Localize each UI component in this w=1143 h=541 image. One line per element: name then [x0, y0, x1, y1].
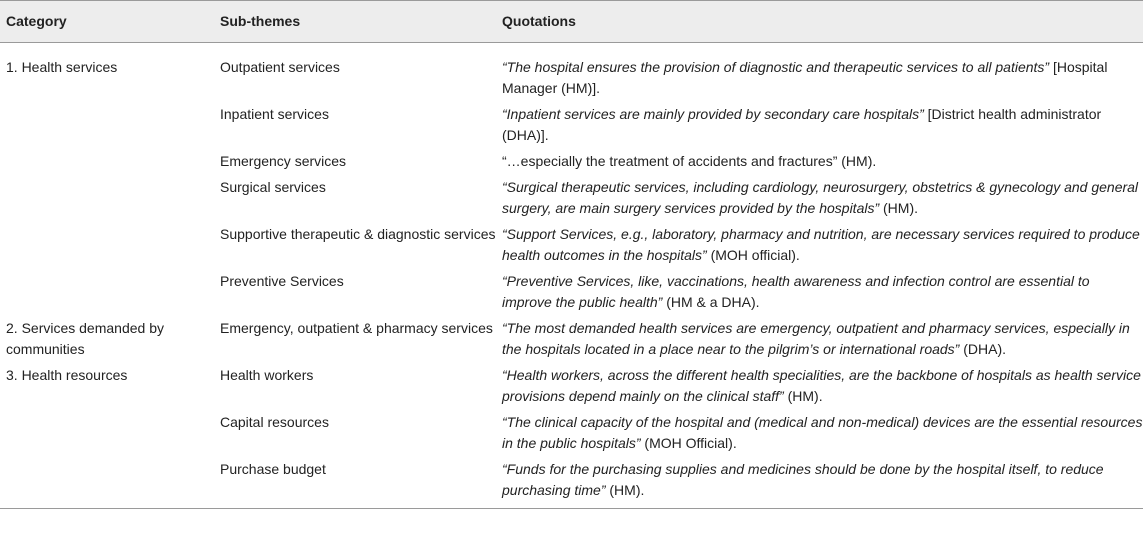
quotation-text: “Health workers, across the different health specialities, are the backbone of hospitals as health service provisions depend mainly on the clinical staff”	[502, 367, 1141, 404]
table-body	[0, 43, 1143, 509]
category-cell	[0, 149, 214, 175]
category-cell	[0, 269, 214, 316]
quotation-cell	[496, 363, 1143, 410]
quotation-text: “Support Services, e.g., laboratory, pharmacy and nutrition, are necessary services required to produce health outcomes in the hospitals”	[502, 226, 1140, 263]
sub-theme-cell: Inpatient services	[220, 106, 329, 122]
category-cell: 2. Services demanded by communities	[6, 320, 164, 357]
header-row	[0, 1, 1143, 43]
quotation-cell	[496, 410, 1143, 457]
category-cell	[0, 457, 214, 509]
quotation-text: “Funds for the purchasing supplies and medicines should be done by the hospital itself, to reduce purchasing time”	[502, 461, 1104, 498]
table-row	[0, 316, 1143, 363]
sub-theme-cell: Health workers	[220, 367, 314, 383]
quotation-attribution: [Hospital Manager (HM)].	[502, 59, 1108, 96]
table-row	[0, 410, 1143, 457]
quotation-attribution: [District health administrator (DHA)].	[502, 106, 1102, 143]
table-row	[0, 269, 1143, 316]
category-cell	[0, 175, 214, 222]
quotation-attribution: “…especially the treatment of accidents and fractures” (HM).	[502, 153, 877, 169]
sub-theme-cell: Outpatient services	[220, 59, 340, 75]
sub-theme-cell: Purchase budget	[214, 457, 496, 509]
category-cell	[0, 102, 214, 149]
category-cell: 3. Health resources	[6, 367, 128, 383]
sub-theme-cell: Surgical services	[220, 179, 326, 195]
category-cell	[0, 410, 214, 457]
quotation-text: “Preventive Services, like, vaccinations, health awareness and infection control are essential to improve the public health”	[502, 273, 1090, 310]
quotation-cell	[496, 222, 1143, 269]
header-category: Category	[0, 1, 214, 43]
table-row	[0, 102, 1143, 149]
quotation-cell	[496, 316, 1143, 363]
sub-theme-cell: Emergency services	[220, 153, 347, 169]
table-row	[0, 457, 1143, 509]
category-cell: 1. Health services	[6, 59, 118, 75]
sub-theme-cell: Preventive Services	[220, 273, 344, 289]
header-quotations: Quotations	[496, 1, 1143, 43]
table-row	[0, 222, 1143, 269]
quotation-cell	[496, 43, 1143, 103]
quotation-cell	[496, 269, 1143, 316]
quotation-text: “Inpatient services are mainly provided by secondary care hospitals”	[502, 106, 924, 122]
quotation-attribution: (DHA).	[959, 341, 1007, 357]
quotation-text: “Surgical therapeutic services, including cardiology, neurosurgery, obstetrics & gynecology and general surgery, are main surgery services provided by the hospitals”	[502, 179, 1139, 216]
sub-theme-cell: Supportive therapeutic & diagnostic services	[220, 226, 496, 242]
table-row	[0, 43, 1143, 103]
table-row	[0, 363, 1143, 410]
quotation-attribution: (MOH official).	[706, 247, 800, 263]
category-cell	[0, 222, 214, 269]
sub-theme-cell: Emergency, outpatient & pharmacy services	[220, 320, 493, 336]
quotation-attribution: (HM & a DHA).	[662, 294, 760, 310]
quotation-attribution: (HM).	[605, 482, 645, 498]
quotation-cell	[496, 102, 1143, 149]
sub-theme-cell: Capital resources	[220, 414, 329, 430]
quotation-text: “The clinical capacity of the hospital and (medical and non-medical) devices are the essential resources in the public hospitals”	[502, 414, 1143, 451]
quotation-text: “The most demanded health services are emergency, outpatient and pharmacy services, especially in the hospitals located in a place near to the pilgrim’s or international roads”	[502, 320, 1130, 357]
table-row	[0, 175, 1143, 222]
quotation-cell	[496, 457, 1143, 509]
quotation-attribution: (HM).	[879, 200, 919, 216]
header-sub-themes: Sub-themes	[214, 1, 496, 43]
quotation-cell	[496, 175, 1143, 222]
quotation-attribution: (HM).	[783, 388, 823, 404]
table-header	[0, 1, 1143, 43]
quotation-cell	[496, 149, 1143, 175]
quotation-attribution: (MOH Official).	[640, 435, 737, 451]
table-row	[0, 149, 1143, 175]
quotation-text: “The hospital ensures the provision of diagnostic and therapeutic services to all patients”	[502, 59, 1050, 75]
